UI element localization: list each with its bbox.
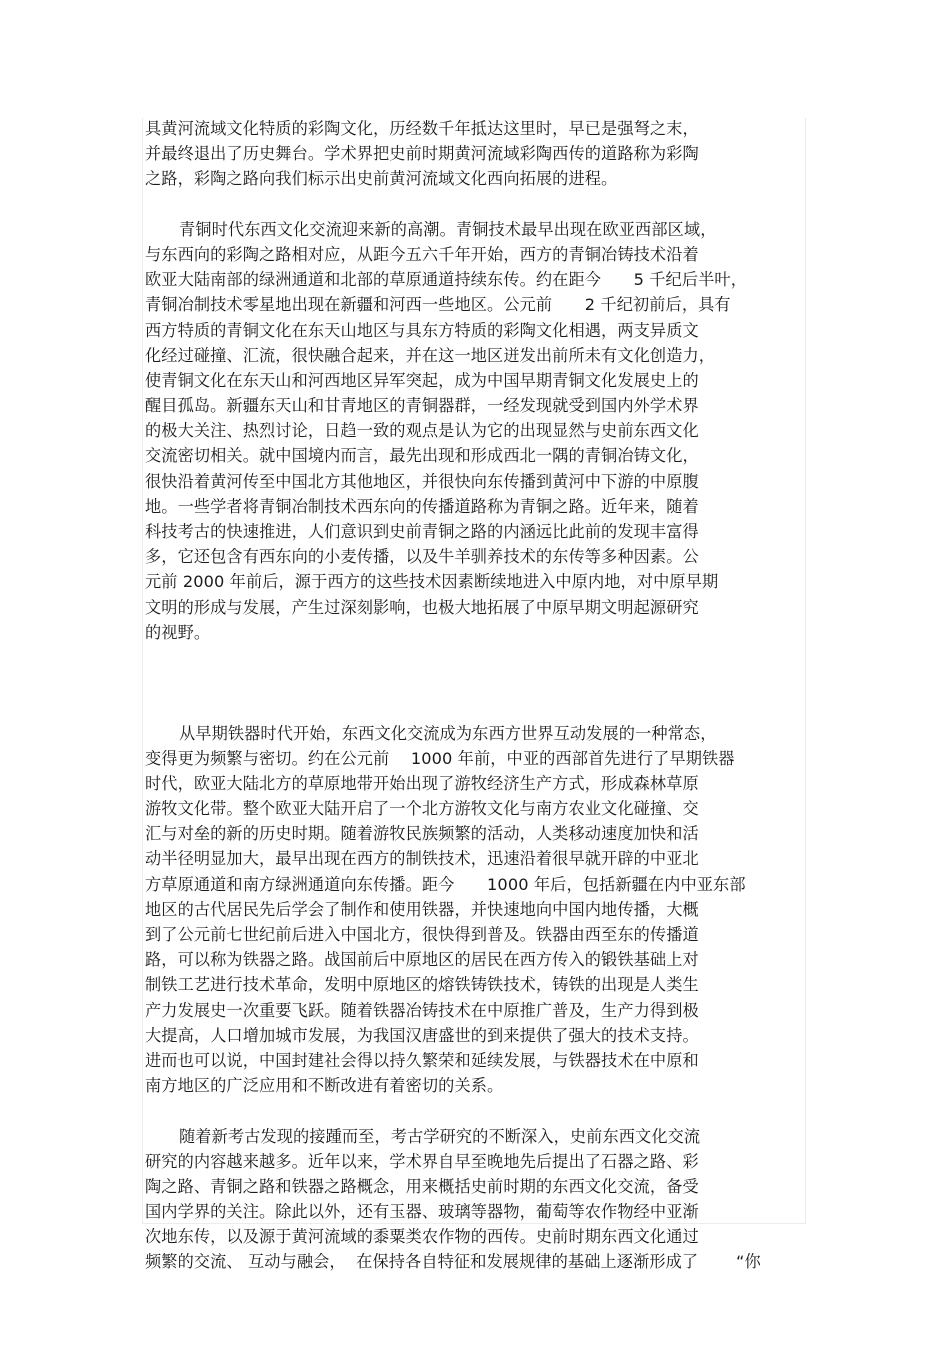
paragraph-4 xyxy=(145,1124,825,1275)
text-line: 从早期铁器时代开始，东西文化交流成为东西方世界互动发展的一种常态， xyxy=(179,723,717,743)
text-line: 时代，欧亚大陆北方的草原地带开始出现了游牧经济生产方式，形成森林草原 xyxy=(145,773,699,793)
text-line: 次地东传，以及源于黄河流域的黍粟类农作物的西传。史前时期东西文化通过 xyxy=(145,1227,699,1247)
text-line: 青铜时代东西文化交流迎来新的高潮。青铜技术最早出现在欧亚西部区域， xyxy=(179,219,717,239)
text-line: 具黄河流域文化特质的彩陶文化，历经数千年抵达这里时，早已是强弩之末， xyxy=(145,119,699,138)
text-line: 并最终退出了历史舞台。学术界把史前时期黄河流域彩陶西传的道路称为彩陶 xyxy=(145,144,699,164)
text-line: 很快沿着黄河传至中国北方其他地区，并很快向东传播到黄河中下游的中原腹 xyxy=(145,471,699,491)
text-line: 文明的形成与发展，产生过深刻影响，也极大地拓展了中原早期文明起源研究 xyxy=(145,597,699,617)
text-line: 的视野。 xyxy=(145,622,211,642)
text-line: 青铜冶制技术零星地出现在新疆和河西一些地区。公元前 2 千纪初前后，具有 xyxy=(145,295,731,315)
text-line: 科技考古的快速推进，人们意识到史前青铜之路的内涵远比此前的发现丰富得 xyxy=(145,522,699,541)
text-line: 制铁工艺进行技术革命，发明中原地区的熔铁铸铁技术，铸铁的出现是人类生 xyxy=(145,975,699,995)
document-body xyxy=(145,116,825,1300)
text-line: 动半径明显加大，最早出现在西方的制铁技术，迅速沿着很早就开辟的中亚北 xyxy=(145,849,699,869)
text-line: 元前 2000 年前后，源于西方的这些技术因素断续地进入中原内地，对中原早期 xyxy=(145,572,719,592)
text-line: 地。一些学者将青铜冶制技术西东向的传播道路称为青铜之路。近年来，随着 xyxy=(145,496,699,516)
text-line: 频繁的交流、 互动与融会， 在保持各自特征和发展规律的基础上逐渐形成了 “你 xyxy=(145,1252,761,1272)
text-line: 醒目孤岛。新疆东天山和甘青地区的青铜器群，一经发现就受到国内外学术界 xyxy=(145,396,699,416)
text-line: 南方地区的广泛应用和不断改进有着密切的关系。 xyxy=(145,1076,504,1096)
text-line: 化经过碰撞、汇流，很快融合起来，并在这一地区迸发出前所未有文化创造力， xyxy=(145,345,716,365)
text-line: 方草原通道和南方绿洲通道向东传播。距今 1000 年后，包括新疆在内中亚东部 xyxy=(145,874,746,894)
text-line: 进而也可以说，中国封建社会得以持久繁荣和延续发展，与铁器技术在中原和 xyxy=(145,1050,699,1070)
text-line: 产力发展史一次重要飞跃。随着铁器冶铸技术在中原推广普及，生产力得到极 xyxy=(145,1000,699,1020)
paragraph-2 xyxy=(145,217,825,696)
paragraph-1 xyxy=(145,116,825,192)
text-line: 国内学界的关注。除此以外，还有玉器、玻璃等器物，葡萄等农作物经中亚渐 xyxy=(145,1202,699,1222)
paragraph-3 xyxy=(145,721,825,1099)
text-line: 西方特质的青铜文化在东天山地区与具东方特质的彩陶文化相遇，两支异质文 xyxy=(145,320,699,340)
text-line: 陶之路、青铜之路和铁器之路概念，用来概括史前时期的东西文化交流，备受 xyxy=(145,1176,699,1196)
text-line: 交流密切相关。就中国境内而言，最先出现和形成西北一隅的青铜冶铸文化， xyxy=(145,446,699,466)
text-line: 大提高，人口增加城市发展，为我国汉唐盛世的到来提供了强大的技术支持。 xyxy=(145,1025,699,1045)
text-line: 的极大关注、热烈讨论，日趋一致的观点是认为它的出现显然与史前东西文化 xyxy=(145,421,699,441)
text-line: 变得更为频繁与密切。约在公元前 1000 年前，中亚的西部首先进行了早期铁器 xyxy=(145,748,735,768)
text-line: 地区的古代居民先后学会了制作和使用铁器，并快速地向中国内地传播，大概 xyxy=(145,899,699,919)
text-line: 随着新考古发现的接踵而至，考古学研究的不断深入，史前东西文化交流 xyxy=(179,1126,701,1146)
text-line: 到了公元前七世纪前后进入中国北方，很快得到普及。铁器由西至东的传播道 xyxy=(145,925,699,944)
text-line: 之路，彩陶之路向我们标示出史前黄河流域文化西向拓展的进程。 xyxy=(145,169,618,189)
text-line: 游牧文化带。整个欧亚大陆开启了一个北方游牧文化与南方农业文化碰撞、交 xyxy=(145,799,699,819)
text-line: 路，可以称为铁器之路。战国前后中原地区的居民在西方传入的锻铁基础上对 xyxy=(145,950,699,970)
text-line: 使青铜文化在东天山和河西地区异军突起，成为中国早期青铜文化发展史上的 xyxy=(145,370,699,390)
text-line: 与东西向的彩陶之路相对应，从距今五六千年开始，西方的青铜冶铸技术沿着 xyxy=(145,244,699,264)
text-line: 欧亚大陆南部的绿洲通道和北部的草原通道持续东传。约在距今 5 千纪后半叶， xyxy=(145,270,747,290)
text-line: 汇与对垒的新的历史时期。随着游牧民族频繁的活动，人类移动速度加快和活 xyxy=(145,824,699,844)
text-line xyxy=(145,645,825,670)
text-line xyxy=(145,670,825,695)
text-line: 研究的内容越来越多。近年以来，学术界自早至晚地先后提出了石器之路、彩 xyxy=(145,1151,699,1171)
text-line: 多，它还包含有西东向的小麦传播，以及牛羊驯养技术的东传等多种因素。公 xyxy=(145,547,699,567)
